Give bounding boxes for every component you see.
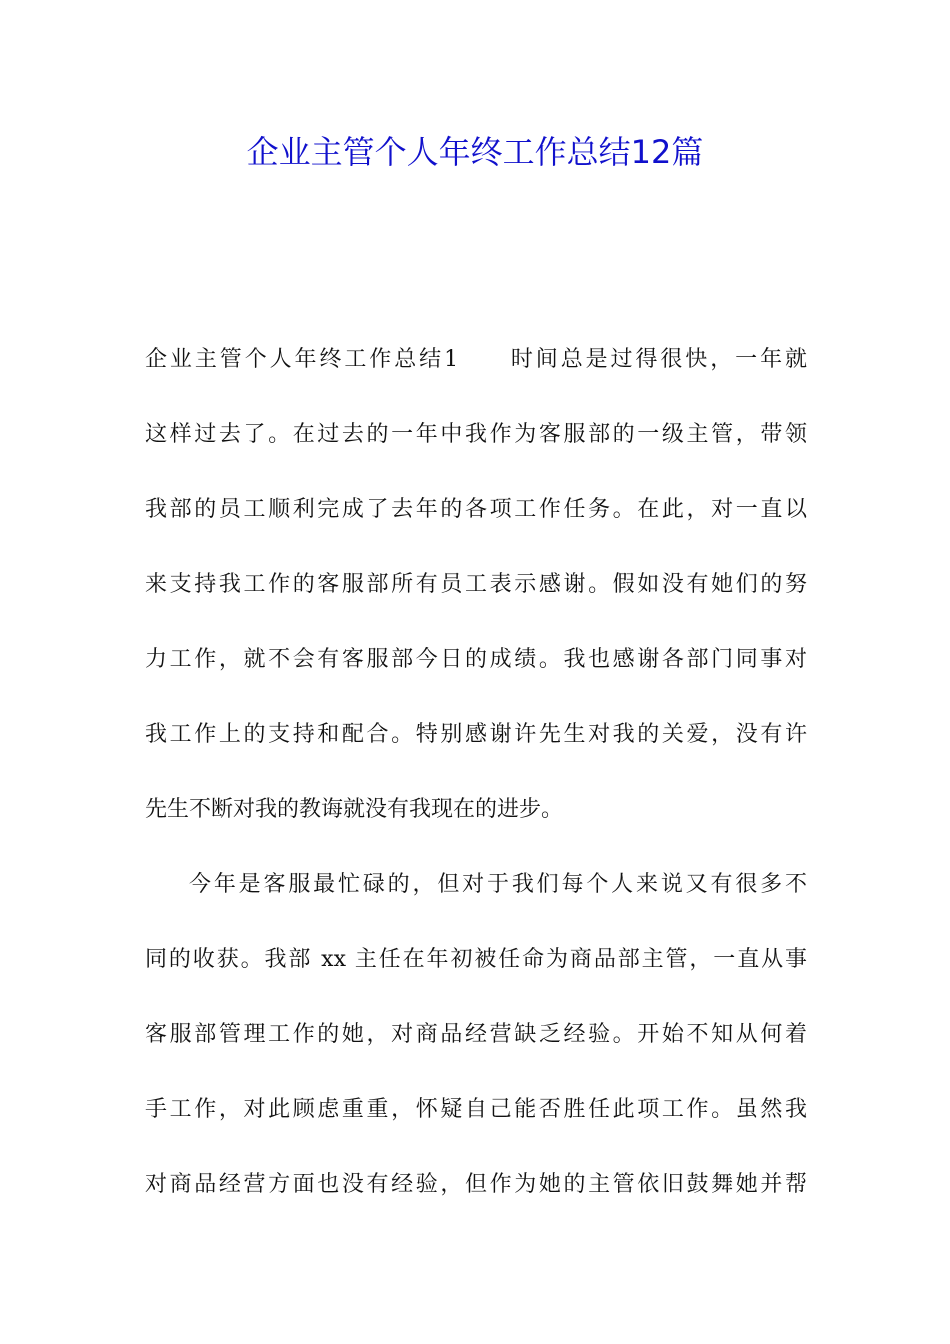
body-line: 我工作上的支持和配合。特别感谢许先生对我的关爱，没有许 xyxy=(145,722,807,747)
body-line: 客服部管理工作的她，对商品经营缺乏经验。开始不知从何着 xyxy=(145,1022,807,1047)
body-line: 对商品经营方面也没有经验，但作为她的主管依旧鼓舞她并帮 xyxy=(145,1172,807,1197)
body-line: 同的收获。我部 xx 主任在年初被任命为商品部主管，一直从事 xyxy=(145,947,807,972)
body-line: 力工作，就不会有客服部今日的成绩。我也感谢各部门同事对 xyxy=(145,647,807,672)
body-line: 企业主管个人年终工作总结1 时间总是过得很快，一年就 xyxy=(145,347,807,372)
body-line: 这样过去了。在过去的一年中我作为客服部的一级主管，带领 xyxy=(145,422,807,447)
body-line: 我部的员工顺利完成了去年的各项工作任务。在此，对一直以 xyxy=(145,497,807,522)
body-line: 手工作，对此顾虑重重，怀疑自己能否胜任此项工作。虽然我 xyxy=(145,1097,807,1122)
document-body xyxy=(145,339,807,1239)
document-title: 企业主管个人年终工作总结12篇 xyxy=(246,133,704,171)
body-line: 来支持我工作的客服部所有员工表示感谢。假如没有她们的努 xyxy=(145,572,807,597)
body-line: 先生不断对我的教诲就没有我现在的进步。 xyxy=(145,797,564,822)
body-line: 今年是客服最忙碌的，但对于我们每个人来说又有很多不 xyxy=(189,872,807,897)
